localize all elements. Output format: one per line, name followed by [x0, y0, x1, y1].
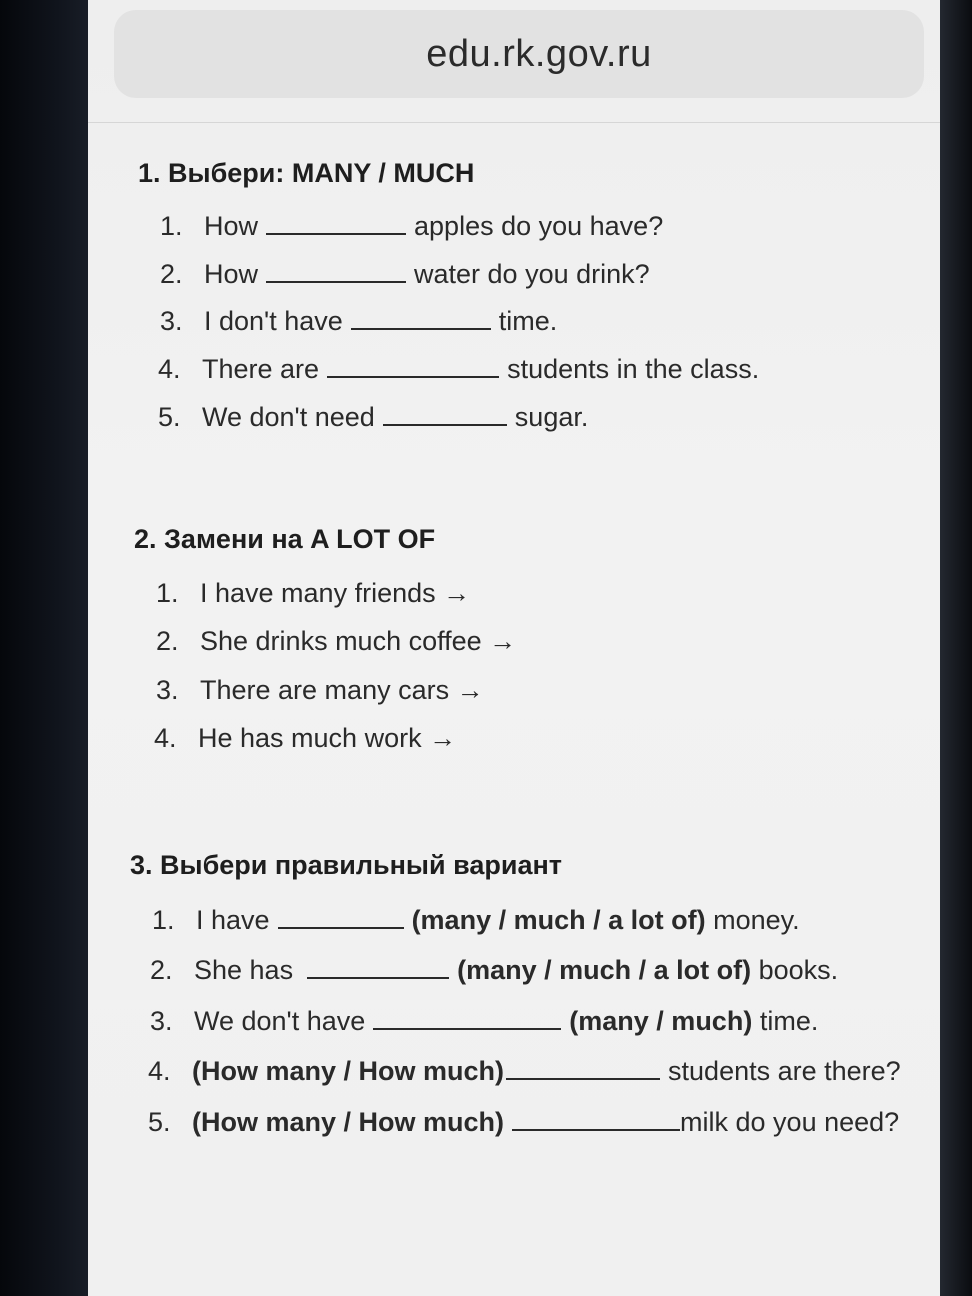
item-text-after: time.: [498, 306, 558, 336]
section-3-item: [150, 1006, 818, 1037]
item-text-before: I have: [196, 905, 270, 935]
item-number: 3.: [156, 675, 179, 705]
item-number: 5.: [148, 1107, 171, 1137]
address-bar[interactable]: [114, 10, 924, 98]
answer-blank: [327, 354, 499, 378]
section-3-item: [148, 1107, 899, 1138]
item-number: 2.: [156, 626, 179, 656]
answer-blank: [266, 211, 406, 235]
item-text-before: We don't have: [194, 1006, 366, 1036]
section-1-item: [160, 306, 557, 337]
item-number: 3.: [160, 306, 183, 336]
item-number: 4.: [158, 354, 181, 384]
item-number: 5.: [158, 402, 181, 432]
item-number: 4.: [154, 723, 177, 753]
answer-blank: [383, 402, 507, 426]
item-text-before: How: [204, 259, 259, 289]
item-text-after: sugar.: [514, 402, 589, 432]
answer-blank: [512, 1107, 680, 1131]
answer-blank: [373, 1006, 561, 1030]
item-text-before: How: [204, 211, 259, 241]
answer-options: (many / much / a lot of): [457, 955, 752, 985]
answer-blank: [351, 306, 491, 330]
item-text: There are many cars →: [200, 675, 484, 705]
section-1-title: 1. Выбери: MANY / MUCH: [138, 158, 475, 188]
answer-options: (How many / How much): [192, 1056, 505, 1086]
url-text: edu.rk.gov.ru: [426, 32, 652, 75]
browser-screen: [88, 0, 940, 1296]
item-text-before: We don't need: [202, 402, 375, 432]
section-1-item: [158, 402, 588, 433]
section-2-item: [156, 626, 516, 657]
item-text-after: money.: [713, 905, 800, 935]
item-number: 2.: [160, 259, 183, 289]
item-number: 1.: [152, 905, 175, 935]
item-text-after: apples do you have?: [414, 211, 664, 241]
item-number: 3.: [150, 1006, 173, 1036]
answer-blank: [506, 1056, 660, 1080]
answer-options: (How many / How much): [192, 1107, 505, 1137]
item-text: I have many friends →: [200, 578, 471, 608]
section-2-item: [156, 675, 484, 706]
toolbar-divider: [88, 122, 940, 123]
item-text-after: time.: [759, 1006, 819, 1036]
section-3-title: 3. Выбери правильный вариант: [130, 850, 562, 880]
item-text-after: books.: [758, 955, 839, 985]
item-text-after: students are there?: [668, 1056, 901, 1086]
item-text-before: There are: [202, 354, 320, 384]
section-3-item: [150, 955, 838, 986]
item-text: He has much work →: [198, 723, 457, 753]
section-2-item: [156, 578, 470, 609]
section-2-item: [154, 723, 456, 754]
item-number: 1.: [156, 578, 179, 608]
item-text-after: students in the class.: [507, 354, 760, 384]
item-number: 1.: [160, 211, 183, 241]
section-1-item: [160, 211, 663, 242]
section-3-item: [152, 905, 800, 936]
item-text-before: She has: [194, 955, 294, 985]
item-text-after: milk do you need?: [680, 1107, 900, 1137]
section-1-item: [160, 259, 650, 290]
item-text: She drinks much coffee →: [200, 626, 517, 656]
section-3-item: [148, 1056, 901, 1087]
item-number: 2.: [150, 955, 173, 985]
item-number: 4.: [148, 1056, 171, 1086]
answer-blank: [307, 955, 449, 979]
answer-blank: [278, 905, 404, 929]
item-text-after: water do you drink?: [414, 259, 650, 289]
phone-bezel-left: [0, 0, 95, 1296]
section-2-title: 2. Замени на A LOT OF: [134, 524, 436, 554]
answer-options: (many / much / a lot of): [411, 905, 706, 935]
answer-options: (many / much): [569, 1006, 753, 1036]
answer-blank: [266, 259, 406, 283]
section-1-item: [158, 354, 759, 385]
item-text-before: I don't have: [204, 306, 343, 336]
